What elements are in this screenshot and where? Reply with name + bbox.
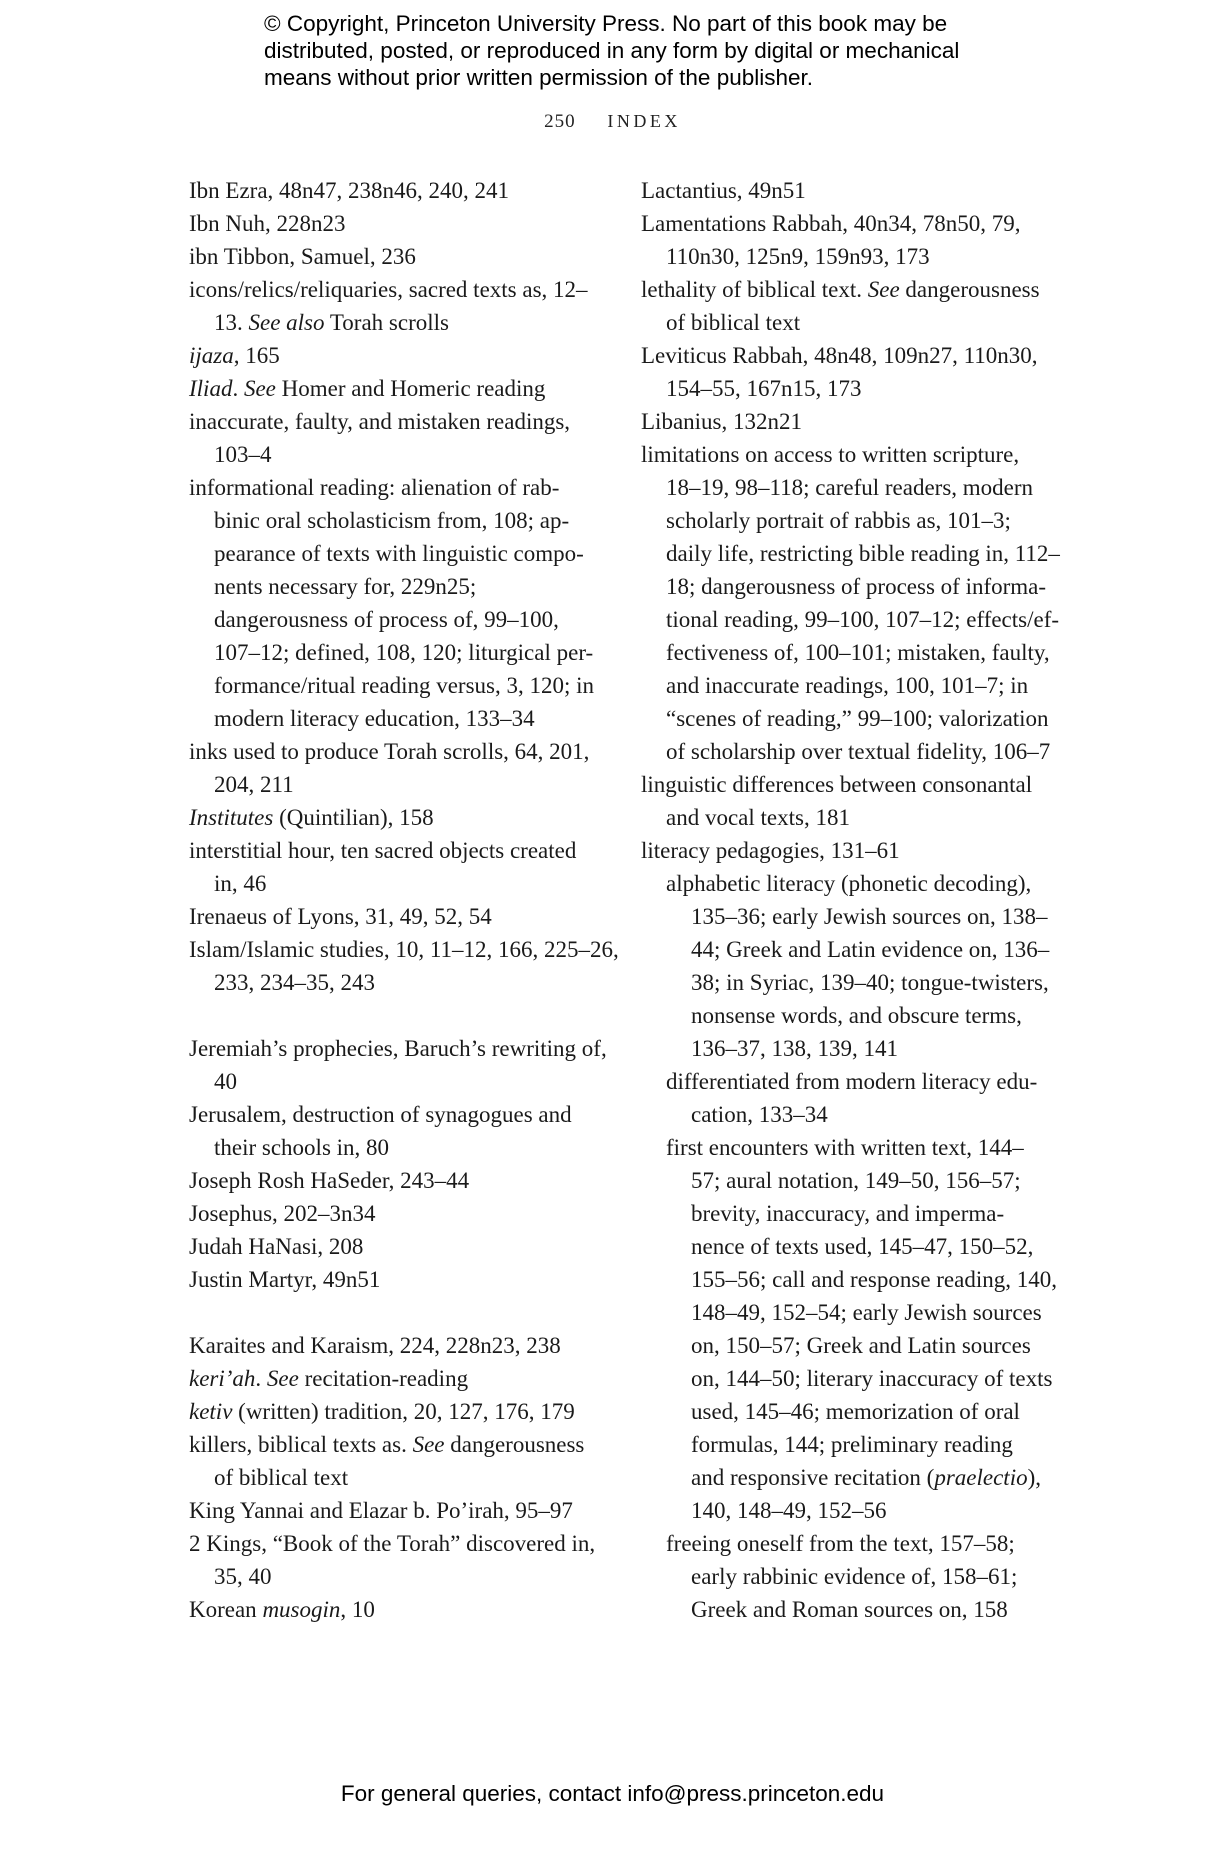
entry-text: 155–56; call and response reading, 140, [691, 1267, 1057, 1292]
index-entry [641, 174, 1061, 207]
entry-text: of biblical text [666, 310, 801, 335]
index-subline [189, 1461, 609, 1494]
entry-text: informational reading: alienation of rab- [189, 475, 560, 500]
entry-text: and vocal texts, 181 [666, 805, 850, 830]
copyright-notice [264, 10, 1024, 91]
index-subline [189, 669, 609, 702]
index-subline [641, 504, 1061, 537]
entry-text: early rabbinic evidence of, 158–61; [691, 1564, 1018, 1589]
index-subline [641, 669, 1061, 702]
index-subline [189, 702, 609, 735]
index-entry [189, 1593, 609, 1626]
index-subline [189, 867, 609, 900]
entry-text: Joseph Rosh HaSeder, 243–44 [189, 1168, 470, 1193]
index-subline [641, 1098, 1061, 1131]
entry-text: (written) tradition, 20, 127, 176, 179 [232, 1399, 575, 1424]
italic-text: See [412, 1432, 445, 1457]
index-entry [189, 1098, 609, 1131]
index-subline [641, 240, 1061, 273]
entry-text: 204, 211 [214, 772, 294, 797]
entry-text: 136–37, 138, 139, 141 [691, 1036, 898, 1061]
index-entry [189, 174, 609, 207]
index-entry [189, 1494, 609, 1527]
index-subline [641, 735, 1061, 768]
entry-text: 233, 234–35, 243 [214, 970, 375, 995]
section-gap [189, 999, 609, 1032]
index-subline [641, 933, 1061, 966]
italic-text: See [243, 376, 276, 401]
index-subline [189, 438, 609, 471]
index-entry [189, 372, 609, 405]
index-entry [641, 207, 1061, 240]
entry-text: (Quintilian), 158 [273, 805, 434, 830]
index-subline [641, 1428, 1061, 1461]
entry-text: 135–36; early Jewish sources on, 138– [691, 904, 1048, 929]
index-subline [641, 1131, 1061, 1164]
entry-text: alphabetic literacy (phonetic decoding), [666, 871, 1032, 896]
entry-text: killers, biblical texts as. [189, 1432, 413, 1457]
index-subline [189, 966, 609, 999]
index-entry [641, 273, 1061, 306]
italic-text: praelectio [934, 1465, 1028, 1490]
index-subline [641, 999, 1061, 1032]
index-column-left [189, 174, 619, 1626]
index-subline [641, 570, 1061, 603]
italic-text: ijaza [189, 343, 234, 368]
entry-text: , 165 [233, 343, 280, 368]
index-subline [189, 570, 609, 603]
entry-text: freeing oneself from the text, 157–58; [666, 1531, 1015, 1556]
entry-text: of scholarship over textual fidelity, 106–7 [666, 739, 1051, 764]
copyright-line: © Copyright, Princeton University Press. No part of this book may be [264, 11, 948, 36]
index-entry [189, 405, 609, 438]
italic-text: keri’ah [189, 1366, 256, 1391]
entry-text: icons/relics/reliquaries, sacred texts as, 12– [189, 277, 588, 302]
index-subline [189, 1560, 609, 1593]
index-subline [641, 1296, 1061, 1329]
entry-text: Torah scrolls [324, 310, 449, 335]
index-entry [189, 1164, 609, 1197]
index-subline [641, 867, 1061, 900]
index-entry [641, 768, 1061, 801]
index-entry [641, 834, 1061, 867]
entry-text: Korean [189, 1597, 263, 1622]
entry-text: “scenes of reading,” 99–100; valorization [666, 706, 1049, 731]
entry-text: 44; Greek and Latin evidence on, 136– [691, 937, 1050, 962]
index-subline [641, 1263, 1061, 1296]
index-entry [189, 900, 609, 933]
footer-contact: For general queries, contact info@press.princeton.edu [340, 1781, 885, 1806]
entry-text: inks used to produce Torah scrolls, 64, 201, [189, 739, 590, 764]
entry-text: on, 150–57; Greek and Latin sources [691, 1333, 1031, 1358]
entry-text: Islam/Islamic studies, 10, 11–12, 166, 225–26, [189, 937, 619, 962]
index-subline [189, 504, 609, 537]
entry-text: limitations on access to written scripture, [641, 442, 1020, 467]
entry-text: in, 46 [214, 871, 267, 896]
index-subline [641, 1032, 1061, 1065]
entry-text: linguistic differences between consonantal [641, 772, 1033, 797]
index-entry [189, 933, 619, 966]
index-entry [189, 1263, 609, 1296]
entry-text: 18; dangerousness of process of informa- [666, 574, 1047, 599]
entry-text: modern literacy education, 133–34 [214, 706, 535, 731]
index-subline [641, 1197, 1061, 1230]
index-entry [189, 1428, 609, 1461]
entry-text: tional reading, 99–100, 107–12; effects/ef- [666, 607, 1060, 632]
entry-text: Justin Martyr, 49n51 [189, 1267, 381, 1292]
italic-text: ketiv [189, 1399, 233, 1424]
entry-text: binic oral scholasticism from, 108; ap- [214, 508, 570, 533]
index-subline [189, 1065, 609, 1098]
entry-text: 35, 40 [214, 1564, 272, 1589]
index-subline [641, 900, 1061, 933]
index-entry [641, 339, 1061, 372]
entry-text: Greek and Roman sources on, 158 [691, 1597, 1008, 1622]
entry-text: 38; in Syriac, 139–40; tongue-twisters, [691, 970, 1049, 995]
index-entry [189, 1329, 609, 1362]
entry-text: Leviticus Rabbah, 48n48, 109n27, 110n30, [641, 343, 1038, 368]
index-subline [641, 1527, 1061, 1560]
entry-text: differentiated from modern literacy edu- [666, 1069, 1038, 1094]
entry-text: 13. [214, 310, 249, 335]
entry-text: and inaccurate readings, 100, 101–7; in [666, 673, 1029, 698]
index-subline [641, 372, 1061, 405]
entry-text: pearance of texts with linguistic compo- [214, 541, 584, 566]
copyright-line: means without prior written permission of the publisher. [264, 65, 814, 90]
entry-text: Jeremiah’s prophecies, Baruch’s rewriting of, [189, 1036, 607, 1061]
italic-text: See [266, 1366, 299, 1391]
index-entry [189, 207, 609, 240]
index-subline [641, 1593, 1061, 1626]
section-gap [189, 1296, 609, 1329]
index-entry [189, 1395, 609, 1428]
index-subline [641, 1461, 1061, 1494]
entry-text: dangerousness [899, 277, 1040, 302]
entry-text: 57; aural notation, 149–50, 156–57; [691, 1168, 1021, 1193]
italic-text: musogin [262, 1597, 341, 1622]
entry-text: formulas, 144; preliminary reading [691, 1432, 1013, 1457]
entry-text: fectiveness of, 100–101; mistaken, faulty, [666, 640, 1050, 665]
entry-text: dangerousness of process of, 99–100, [214, 607, 559, 632]
index-subline [641, 1560, 1061, 1593]
index-entry [641, 438, 1061, 471]
index-subline [189, 1131, 609, 1164]
index-entry [641, 405, 1061, 438]
entry-text: Ibn Nuh, 228n23 [189, 211, 346, 236]
index-entry [189, 240, 609, 273]
entry-text: and responsive recitation ( [691, 1465, 935, 1490]
entry-text: Lactantius, 49n51 [641, 178, 806, 203]
index-entry [189, 273, 609, 306]
index-entry [189, 1032, 609, 1065]
index-entry [189, 339, 609, 372]
entry-text: Lamentations Rabbah, 40n34, 78n50, 79, [641, 211, 1021, 236]
italic-text: See [867, 277, 900, 302]
index-entry [189, 471, 609, 504]
entry-text: interstitial hour, ten sacred objects created [189, 838, 577, 863]
index-entry [189, 1197, 609, 1230]
index-entry [189, 1230, 609, 1263]
entry-text: 110n30, 125n9, 159n93, 173 [666, 244, 930, 269]
entry-text: Homer and Homeric reading [275, 376, 546, 401]
entry-text: first encounters with written text, 144– [666, 1135, 1024, 1160]
italic-text: See also [248, 310, 325, 335]
entry-text: of biblical text [214, 1465, 349, 1490]
index-entry [189, 1362, 609, 1395]
entry-text: Judah HaNasi, 208 [189, 1234, 364, 1259]
page-number: 250 [544, 111, 576, 132]
entry-text: Jerusalem, destruction of synagogues and [189, 1102, 572, 1127]
entry-text: recitation-reading [298, 1366, 469, 1391]
entry-text: nonsense words, and obscure terms, [691, 1003, 1022, 1028]
index-subline [641, 1395, 1061, 1428]
entry-text: brevity, inaccuracy, and imperma- [691, 1201, 1005, 1226]
running-head [0, 111, 1225, 133]
entry-text: dangerousness [444, 1432, 585, 1457]
index-column-right [641, 174, 1061, 1626]
italic-text: Iliad [189, 376, 233, 401]
entry-text: 40 [214, 1069, 237, 1094]
index-subline [641, 537, 1061, 570]
entry-text: 2 Kings, “Book of the Torah” discovered in, [189, 1531, 596, 1556]
entry-text: . [232, 376, 244, 401]
entry-text: 148–49, 152–54; early Jewish sources [691, 1300, 1042, 1325]
index-subline [641, 603, 1061, 636]
entry-text: on, 144–50; literary inaccuracy of texts [691, 1366, 1053, 1391]
entry-text: nence of texts used, 145–47, 150–52, [691, 1234, 1034, 1259]
entry-text: 18–19, 98–118; careful readers, modern [666, 475, 1034, 500]
entry-text: Irenaeus of Lyons, 31, 49, 52, 54 [189, 904, 492, 929]
index-subline [641, 1494, 1061, 1527]
index-subline [641, 1230, 1061, 1263]
index-subline [189, 537, 609, 570]
entry-text: ), [1027, 1465, 1042, 1490]
index-subline [189, 636, 609, 669]
entry-text: Ibn Ezra, 48n47, 238n46, 240, 241 [189, 178, 510, 203]
index-entry [189, 834, 609, 867]
italic-text: Institutes [189, 805, 274, 830]
index-subline [189, 603, 609, 636]
index-subline [641, 306, 1061, 339]
index-subline [641, 966, 1061, 999]
index-subline [189, 768, 609, 801]
entry-text: lethality of biblical text. [641, 277, 868, 302]
index-subline [641, 636, 1061, 669]
entry-text: ibn Tibbon, Samuel, 236 [189, 244, 416, 269]
entry-text: King Yannai and Elazar b. Po’irah, 95–97 [189, 1498, 573, 1523]
entry-text: 103–4 [214, 442, 272, 467]
entry-text: literacy pedagogies, 131–61 [641, 838, 900, 863]
entry-text: Karaites and Karaism, 224, 228n23, 238 [189, 1333, 561, 1358]
entry-text: scholarly portrait of rabbis as, 101–3; [666, 508, 1011, 533]
index-subline [641, 702, 1061, 735]
index-subline [641, 1065, 1061, 1098]
index-entry [189, 735, 609, 768]
entry-text: nents necessary for, 229n25; [214, 574, 477, 599]
entry-text: their schools in, 80 [214, 1135, 390, 1160]
index-subline [641, 1329, 1061, 1362]
entry-text: formance/ritual reading versus, 3, 120; in [214, 673, 595, 698]
entry-text: inaccurate, faulty, and mistaken readings, [189, 409, 571, 434]
copyright-line: distributed, posted, or reproduced in any form by digital or mechanical [264, 38, 960, 63]
entry-text: Libanius, 132n21 [641, 409, 802, 434]
entry-text: 140, 148–49, 152–56 [691, 1498, 887, 1523]
index-subline [189, 306, 609, 339]
index-entry [189, 1527, 609, 1560]
entry-text: cation, 133–34 [691, 1102, 828, 1127]
index-subline [641, 801, 1061, 834]
entry-text: 154–55, 167n15, 173 [666, 376, 862, 401]
index-subline [641, 1164, 1061, 1197]
section-title: INDEX [607, 111, 681, 131]
entry-text: daily life, restricting bible reading in, 112– [666, 541, 1060, 566]
index-entry [189, 801, 609, 834]
entry-text: Josephus, 202–3n34 [189, 1201, 376, 1226]
entry-text: used, 145–46; memorization of oral [691, 1399, 1020, 1424]
index-subline [641, 471, 1061, 504]
entry-text: . [255, 1366, 267, 1391]
entry-text: 107–12; defined, 108, 120; liturgical per- [214, 640, 594, 665]
entry-text: , 10 [340, 1597, 375, 1622]
index-subline [641, 1362, 1061, 1395]
